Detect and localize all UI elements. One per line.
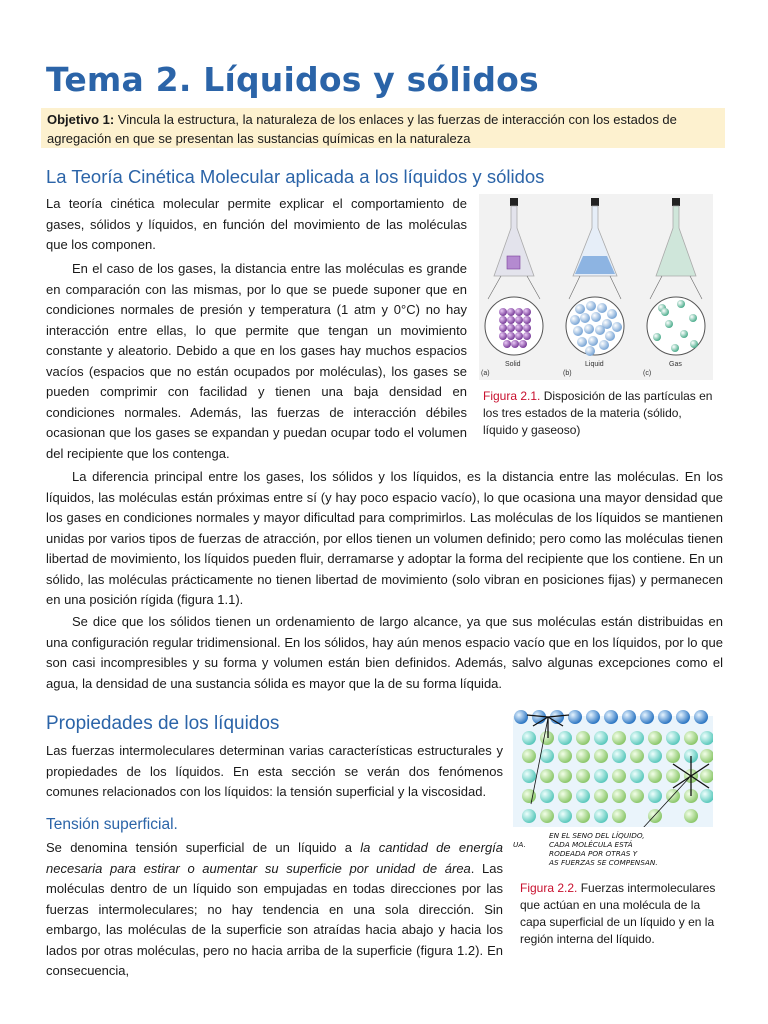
paragraph-intro: La teoría cinética molecular permite explicar el comportamiento de gases, sólidos y líquidos, en función del movimiento de las moléculas que los componen. [46, 196, 467, 252]
label-gas: Gas [669, 361, 682, 368]
figure-note-fragment: UA. [513, 840, 526, 849]
surface-tension-text-a: Se denomina tensión superficial de un líquido a [46, 840, 361, 855]
objective-text: Vincula la estructura, la naturaleza de los enlaces y las fuerzas de interacción con los estados de agregación en que se presentan las sustancias químicas en la naturaleza [47, 112, 677, 146]
section-heading-kinetic-theory: La Teoría Cinética Molecular aplicada a los líquidos y sólidos [46, 166, 545, 187]
figure-note-line4: AS FUERZAS SE COMPENSAN. [549, 858, 658, 867]
subheading-surface-tension: Tensión superficial. [46, 816, 178, 833]
figure-note-line3: RODEADA POR OTRAS Y [549, 849, 638, 858]
paragraph-solids: Se dice que los sólidos tienen un ordenamiento de largo alcance, ya que sus moléculas están distribuidas en una configuración regular tridimensional. En los sólidos, hay aún menos espacio vacío que en los líquidos, por lo que son casi incompresibles y su forma y volumen están bien definidos. Además, salvo algunas excepciones como el agua, la densidad de una sustancia sólida es mayor que la de su forma líquida. [46, 614, 723, 691]
surface-tension-text-b: . Las moléculas dentro de un líquido son empujadas en todas direcciones por las fuerzas intermoleculares; no hay tendencia en una sola dirección. Sin embargo, las moléculas de la superficie son atraídas hacia abajo y hacia los lados por otras moléculas, pero no hacia arriba de la superficie (figura 1.2). En consecuencia, [46, 860, 503, 978]
figure-2-1-label: Figura 2.1. [483, 389, 541, 403]
section-heading-liquid-properties: Propiedades de los líquidos [46, 713, 280, 734]
paragraph-properties: Las fuerzas intermoleculares determinan varias características estructurales y propiedades de los líquidos. En esta sección se verán dos fenómenos comunes relacionados con los líquidos: la tensión superficial y la viscosidad. [46, 743, 503, 799]
label-b: (b) [563, 370, 572, 377]
figure-2-2-caption [520, 880, 716, 948]
figure-note-line2: CADA MOLÉCULA ESTÁ [549, 840, 633, 849]
objective-label: Objetivo 1: [47, 112, 115, 127]
label-c: (c) [643, 370, 652, 377]
paragraph-differences: La diferencia principal entre los gases, los sólidos y los líquidos, es la distancia entre las moléculas. En los líquidos, las moléculas están próximas entre sí (y hay poco espacio vacío), lo que ocasiona una mayor densidad que los gases en condiciones normales y mayor dificultad para comprimirlos. Las moléculas de los líquidos se mantienen unidas por varios tipos de fuerzas de atracción, por ellos tienen un volumen definido; pero como las moléculas tienen libertad de movimiento, los líquidos pueden fluir, derramarse y adoptar la forma del recipiente que los contiene. En un sólido, las moléculas prácticamente no tienen libertad de movimiento (solo vibran en posiciones fijas) y permanecen en una posición rígida (figura 1.1). [46, 469, 723, 607]
figure-2-1-caption [483, 388, 715, 439]
figure-states-of-matter [479, 194, 713, 380]
figure-2-1-text: Disposición de las partículas en los tres estados de la materia (sólido, líquido y gaseoso) [483, 389, 713, 437]
paragraph-gases: En el caso de los gases, la distancia entre las moléculas es grande en comparación con las mismas, por lo que se puede suponer que en condiciones normales de presión y temperatura (1 atm y 0°C) no hay interacción entre ellas, lo que permite que tengan un movimiento constante y aleatorio. Debido a que en los gases hay muchos espacios vacíos (espacios que no están ocupados por moléculas), los gases se pueden comprimir con facilidad y tienen una baja densidad en condiciones normales. Además, las fuerzas de interacción débiles ocasionan que los gases se expandan y puedan ocupar todo el volumen del recipiente que los contenga. [46, 261, 467, 461]
paragraph-surface-tension [46, 838, 503, 982]
page-title: Tema 2. Líquidos y sólidos [46, 60, 539, 99]
figure-intermolecular-forces [513, 704, 713, 872]
figure-2-2-text: Fuerzas intermoleculares que actúan en una molécula de la capa superficial de un líquido y en la región interna del líquido. [520, 881, 716, 946]
label-a: (a) [481, 370, 490, 377]
figure-2-2-label: Figura 2.2. [520, 881, 578, 895]
objective-box [41, 108, 725, 148]
figure-note-line1: EN EL SENO DEL LÍQUIDO, [549, 831, 645, 840]
surface-tension-definition: la cantidad de energía necesaria para estirar o aumentar su superficie por unidad de área [46, 840, 504, 876]
label-liquid: Liquid [585, 361, 604, 368]
label-solid: Solid [505, 361, 521, 368]
